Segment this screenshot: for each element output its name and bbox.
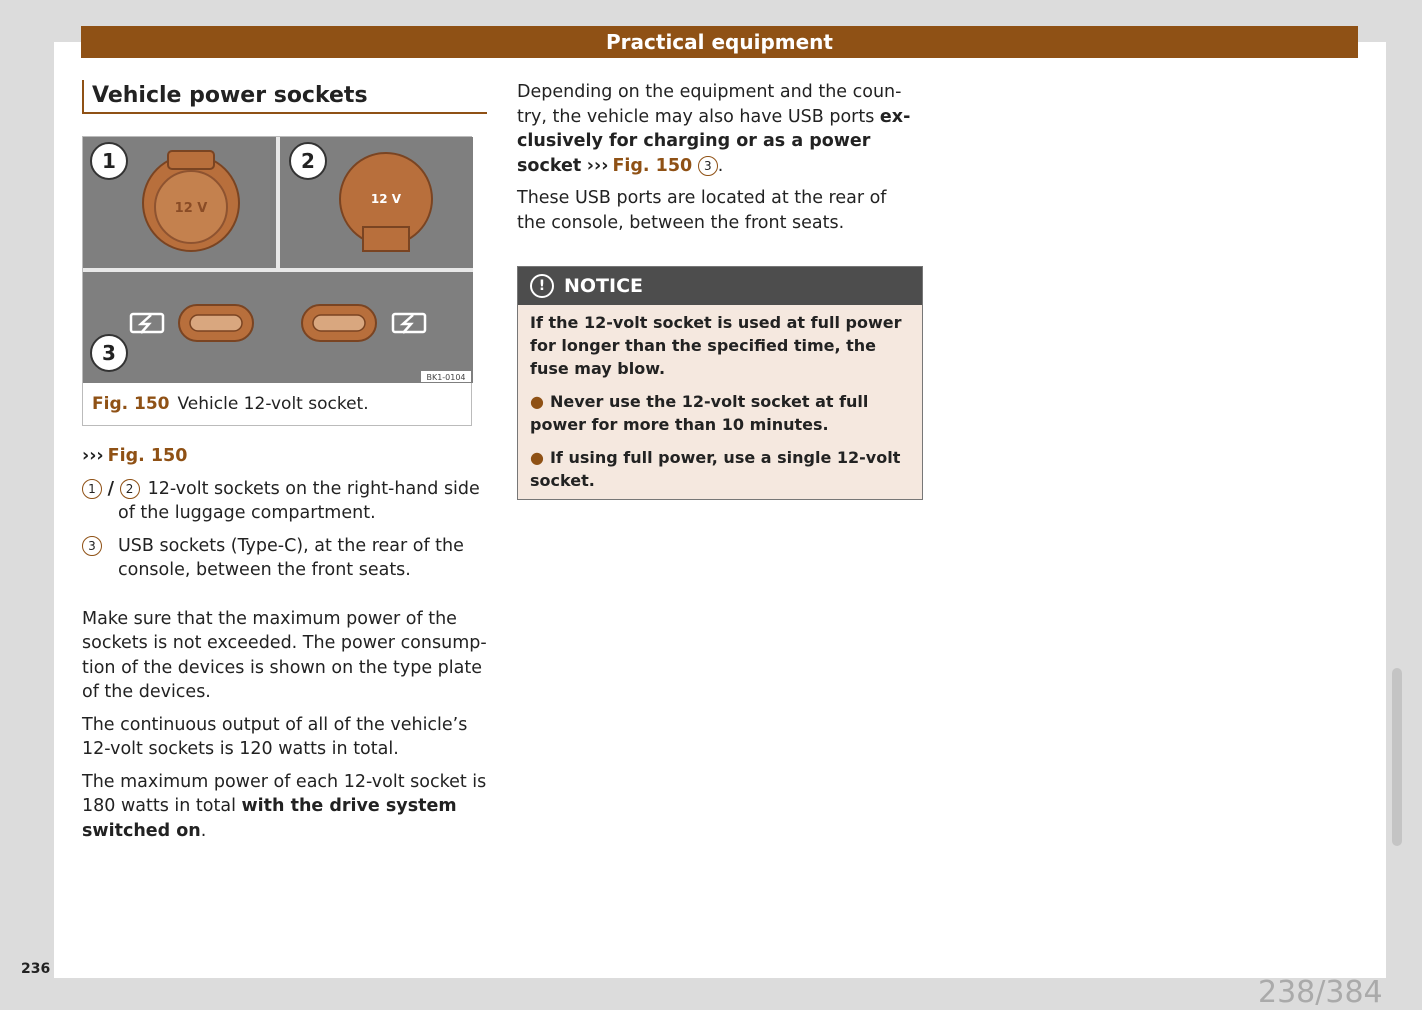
figure-caption: [83, 383, 471, 425]
figure-link-2[interactable]: Fig. 150: [612, 155, 693, 176]
figure-caption-text: Vehicle 12-volt socket.: [177, 394, 369, 414]
notice-body: [518, 305, 922, 508]
figure-code: BK1-0104: [426, 373, 466, 382]
figure-number: Fig. 150: [92, 394, 170, 414]
page-counter: 238/384: [1258, 975, 1383, 1010]
svg-text:2: 2: [301, 149, 315, 173]
exclamation-icon: !: [530, 274, 554, 298]
svg-text:3: 3: [102, 341, 116, 365]
notice-box: [517, 266, 923, 500]
chapter-header: Practical equipment: [81, 26, 1358, 58]
figure-150: [82, 136, 472, 426]
key-1: 1: [82, 479, 102, 499]
callout-2: [290, 143, 326, 179]
scrollbar-thumb[interactable]: [1392, 668, 1402, 846]
key-3: 3: [82, 536, 102, 556]
paragraph-continuous-output: The continuous output of all of the vehicle’s 12-volt sockets is 120 watts in total.: [82, 714, 468, 759]
svg-text:1: 1: [102, 149, 116, 173]
legend-text-3: USB sockets (Type-C), at the rear of the console, between the front seats.: [118, 535, 464, 580]
key-3-ref: 3: [698, 156, 718, 176]
page-number: 236: [21, 961, 51, 977]
socket-2-label: 12 V: [370, 192, 402, 206]
usb-socket-right: [302, 305, 376, 341]
key-2: 2: [120, 479, 140, 499]
socket-illustration: [83, 137, 473, 383]
figure-reference: ››› Fig. 150: [82, 446, 188, 466]
socket-1-label: 12 V: [174, 201, 208, 216]
right-column: [517, 80, 917, 243]
legend-text-1-2: 12-volt sockets on the right-hand side of the luggage compartment.: [118, 478, 480, 523]
paragraph-max-power: Make sure that the maximum power of the sockets is not exceeded. The power consump-tion of the devices is shown on the type plate of the devices.: [82, 608, 487, 702]
figure-link[interactable]: Fig. 150: [107, 446, 188, 466]
notice-text: If the 12-volt socket is used at full power for longer than the specified time, the fuse may blow.: [530, 313, 902, 378]
notice-bullet-1: ● Never use the 12-volt socket at full power for more than 10 minutes.: [530, 392, 869, 434]
legend-item-1-2: 1 / 2 12-volt sockets on the right-hand side of the luggage compartment.: [82, 477, 487, 526]
legend-item-3: [82, 534, 487, 583]
notice-bullet-2: ● If using full power, use a single 12-volt socket.: [530, 448, 901, 490]
paragraph-usb-location: These USB ports are located at the rear of the console, between the front seats.: [517, 188, 887, 233]
paragraph-max-socket-power: The maximum power of each 12-volt socket is 180 watts in total with the drive system switched on.: [82, 771, 487, 841]
callout-3: [91, 335, 127, 371]
callout-1: [91, 143, 127, 179]
usb-socket-left: [179, 305, 253, 341]
left-column: [82, 444, 487, 851]
section-title: Vehicle power sockets: [82, 80, 487, 114]
paragraph-usb-ports: Depending on the equipment and the coun-try, the vehicle may also have USB ports ex-clusively for charging or as a power socket ››› Fig. 150 3 .: [517, 82, 911, 176]
notice-title: NOTICE: [564, 275, 644, 297]
notice-header: [518, 267, 922, 305]
